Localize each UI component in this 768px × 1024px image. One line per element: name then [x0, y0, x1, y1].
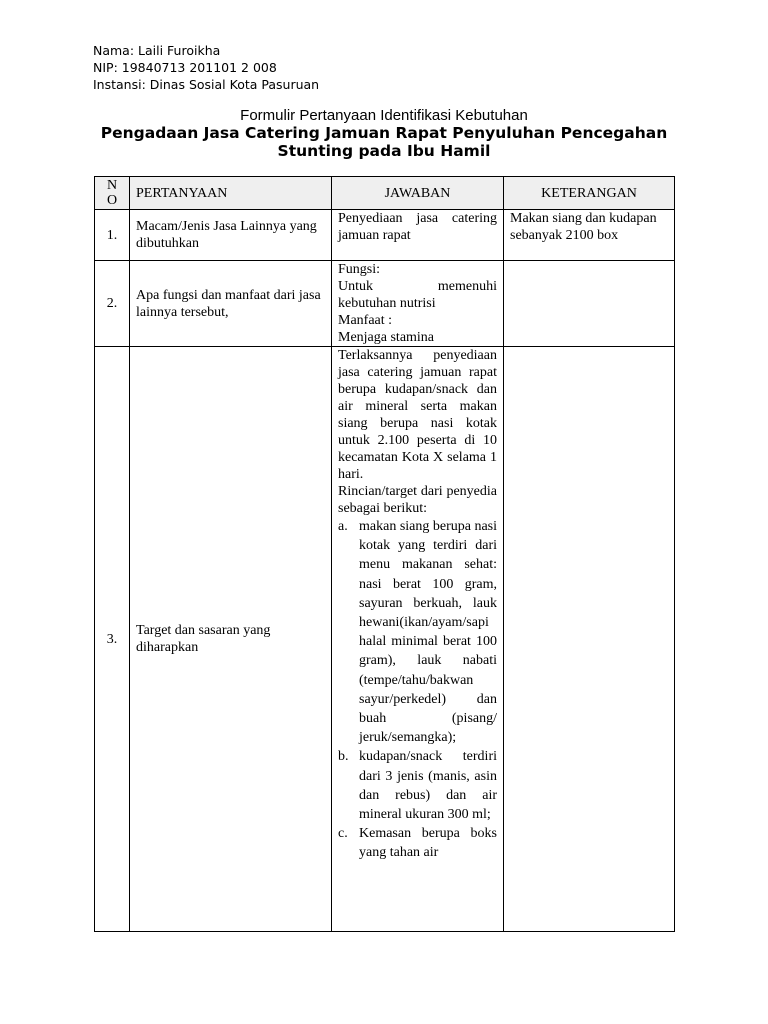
row-question: Macam/Jenis Jasa Lainnya yang dibutuhkan — [130, 210, 332, 261]
table-row — [95, 261, 675, 347]
column-header-no: N O — [95, 177, 130, 210]
row-answer: Penyediaan jasa catering jamuan rapat — [332, 210, 504, 261]
subtitle-line-2: Stunting pada Ibu Hamil — [277, 142, 491, 160]
list-marker: a. — [338, 519, 348, 534]
list-item — [338, 747, 497, 824]
list-item-text: makan siang berupa nasi kotak yang terdiri dari menu makanan sehat: nasi berat 100 gram, sayuran berkuah, lauk hewani(ikan/ayam/sapi halal minimal berat 100 gram), lauk nabati (tempe/tahu/bakwan sayur/perkedel) dan buah (pisang/ jeruk/semangka); — [359, 519, 498, 746]
row-number: 1. — [95, 210, 130, 261]
list-marker: c. — [338, 826, 348, 842]
answer-detail: Rincian/target dari penyedia sebagai berikut: — [338, 484, 497, 516]
instansi-line: Instansi: Dinas Sosial Kota Pasuruan — [93, 77, 320, 92]
identification-table — [94, 176, 675, 932]
row-answer — [332, 347, 504, 932]
column-header-note: KETERANGAN — [504, 177, 675, 210]
answer-line: Manfaat : — [338, 313, 393, 328]
document-header — [93, 42, 319, 93]
table-header-row — [95, 177, 675, 210]
list-item — [338, 824, 497, 862]
row-question: Target dan sasaran yang diharapkan — [130, 347, 332, 932]
column-header-answer: JAWABAN — [332, 177, 504, 210]
nama-line: Nama: Laili Furoikha — [93, 43, 221, 58]
answer-line: Fungsi: — [338, 262, 381, 277]
answer-line: Menjaga stamina — [338, 330, 435, 345]
column-header-question: PERTANYAAN — [130, 177, 332, 210]
form-title: Formulir Pertanyaan Identifikasi Kebutuhan — [240, 107, 528, 124]
row-note — [504, 347, 675, 932]
row-question: Apa fungsi dan manfaat dari jasa lainnya tersebut, — [130, 261, 332, 347]
row-number: 2. — [95, 261, 130, 347]
row-note — [504, 261, 675, 347]
list-item-text: kudapan/snack terdiri dari 3 jenis (manis, asin dan rebus) dan air mineral ukuran 300 ml; — [359, 749, 497, 823]
row-note: Makan siang dan kudapan sebanyak 2100 box — [504, 210, 675, 261]
table-row — [95, 210, 675, 261]
form-subtitle — [0, 124, 768, 160]
answer-item-list — [338, 517, 497, 863]
row-number: 3. — [95, 347, 130, 932]
answer-intro: Terlaksannya penyediaan jasa catering jamuan rapat berupa kudapan/snack dan air mineral serta makan siang berupa nasi kotak untuk 2.100 peserta di 10 kecamatan Kota X selama 1 hari. — [338, 348, 497, 482]
table-row — [95, 347, 675, 932]
subtitle-line-1: Pengadaan Jasa Catering Jamuan Rapat Penyuluhan Pencegahan — [100, 124, 668, 142]
answer-line: Untuk memenuhi kebutuhan nutrisi — [338, 279, 497, 311]
list-marker: b. — [338, 749, 349, 765]
list-item-text: Kemasan berupa boks yang tahan air — [359, 826, 497, 861]
nip-line: NIP: 19840713 201101 2 008 — [93, 60, 277, 75]
row-answer — [332, 261, 504, 347]
list-item — [338, 517, 497, 747]
